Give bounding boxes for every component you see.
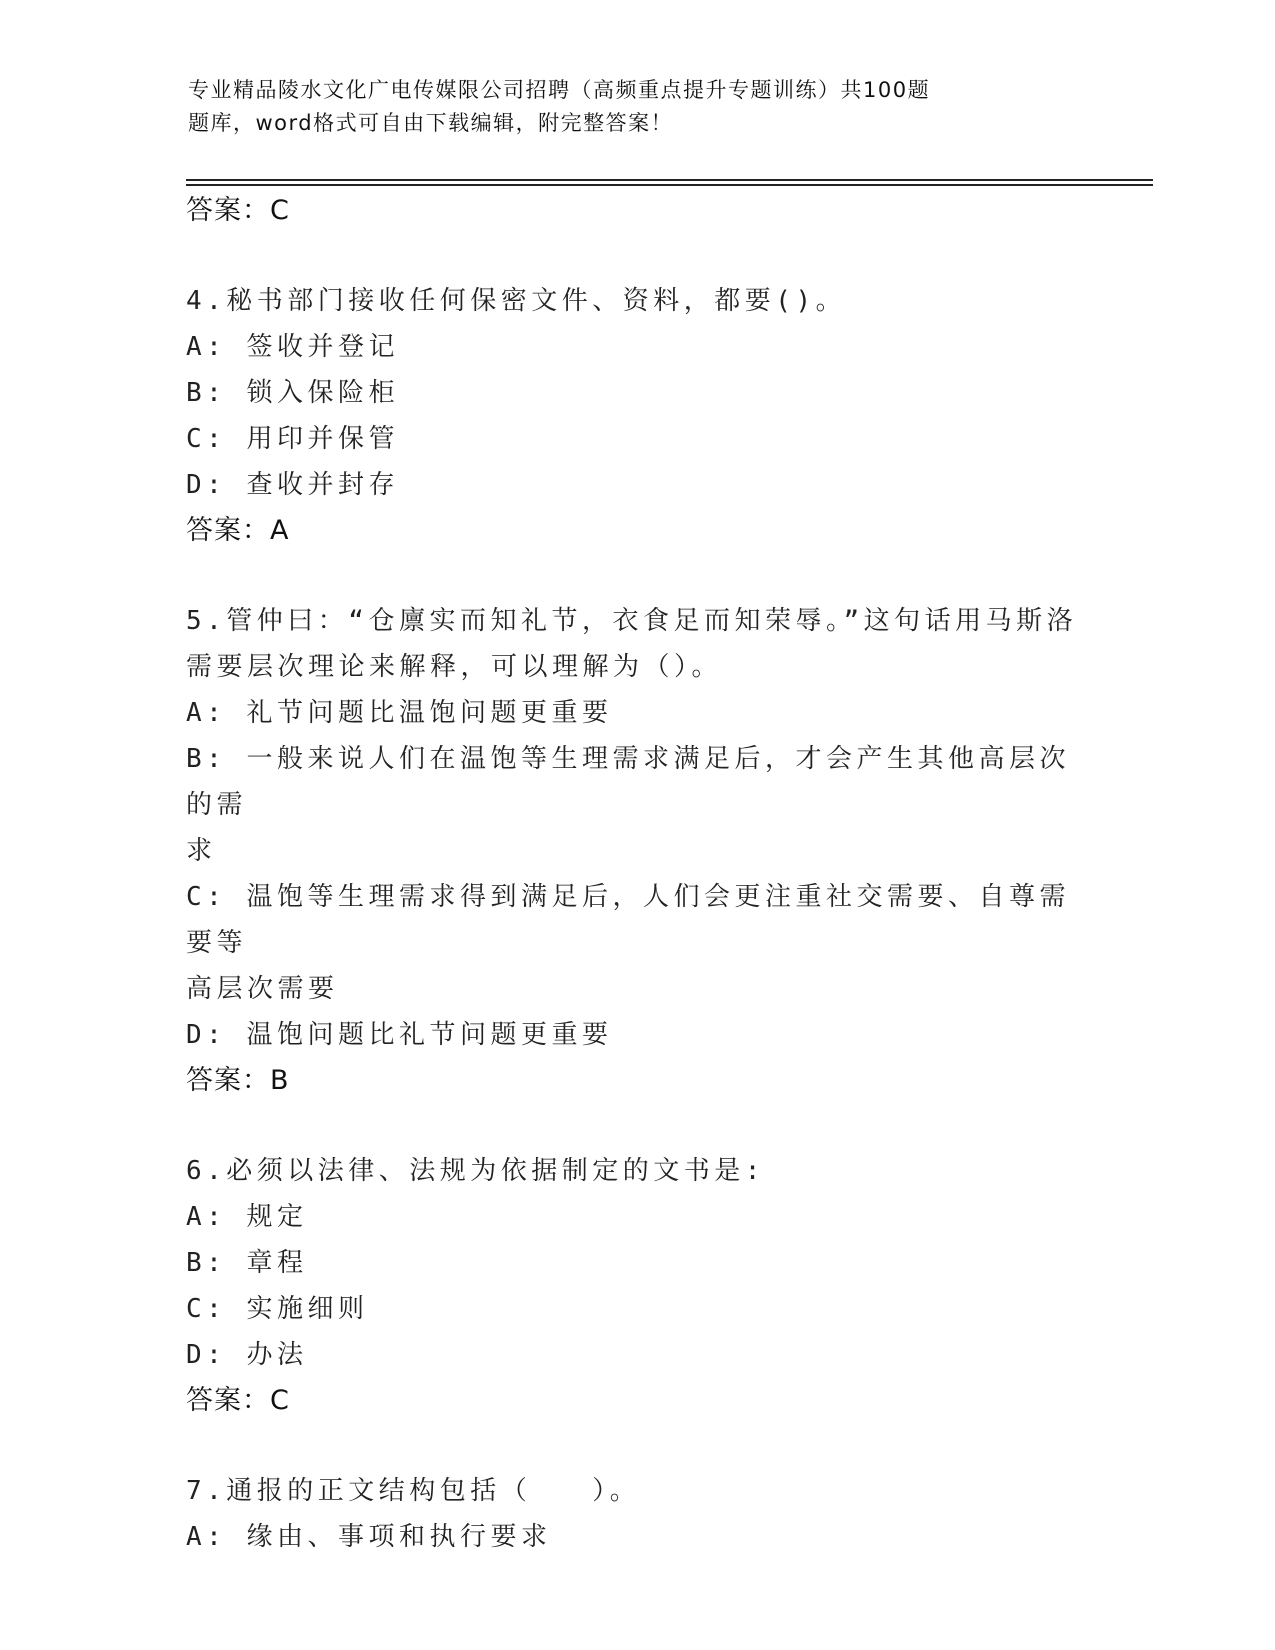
question-4-option-c: C: 用印并保管	[186, 424, 399, 454]
question-6-option-a: A: 规定	[186, 1202, 308, 1232]
question-4	[186, 278, 1086, 554]
header-rule-top	[186, 179, 1153, 181]
question-5-option-b-line-1: B: 一般来说人们在温饱等生理需求满足后，才会产生其他高层次的需	[186, 744, 1070, 820]
document-header	[188, 74, 1028, 140]
question-7	[186, 1468, 1086, 1560]
question-4-text: 4.秘书部门接收任何保密文件、资料，都要()。	[186, 286, 847, 316]
question-5-option-c-line-2: 高层次需要	[186, 974, 339, 1004]
question-4-answer: 答案：A	[186, 515, 290, 546]
question-4-option-d: D: 查收并封存	[186, 470, 399, 500]
spacer	[186, 234, 1086, 278]
question-5	[186, 598, 1086, 1104]
question-list	[186, 188, 1086, 1560]
header-line-2: 题库，word格式可自由下载编辑，附完整答案！	[188, 111, 674, 135]
spacer	[186, 1424, 1086, 1468]
previous-answer: 答案：C	[186, 195, 290, 226]
question-5-answer: 答案：B	[186, 1065, 290, 1096]
question-4-option-b: B: 锁入保险柜	[186, 378, 399, 408]
header-line-1: 专业精品陵水文化广电传媒限公司招聘（高频重点提升专题训练）共100题	[188, 78, 931, 102]
question-5-text-line-2: 需要层次理论来解释，可以理解为（）。	[186, 652, 723, 682]
question-5-option-b-line-2: 求	[186, 836, 217, 866]
spacer	[186, 1104, 1086, 1148]
question-5-option-a: A: 礼节问题比温饱问题更重要	[186, 698, 613, 728]
question-6-answer: 答案：C	[186, 1385, 290, 1416]
question-5-option-c-line-1: C: 温饱等生理需求得到满足后，人们会更注重社交需要、自尊需要等	[186, 882, 1070, 958]
header-rule-bottom	[186, 184, 1153, 186]
question-6-text: 6.必须以法律、法规为依据制定的文书是:	[186, 1156, 765, 1186]
question-5-text-line-1: 5.管仲曰：“仓廪实而知礼节，衣食足而知荣辱。”这句话用马斯洛	[186, 606, 1078, 636]
question-6-option-c: C: 实施细则	[186, 1294, 369, 1324]
question-7-text: 7.通报的正文结构包括（ ）。	[186, 1476, 641, 1506]
question-4-option-a: A: 签收并登记	[186, 332, 399, 362]
question-6-option-d: D: 办法	[186, 1340, 308, 1370]
question-6	[186, 1148, 1086, 1424]
question-7-option-a: A: 缘由、事项和执行要求	[186, 1522, 552, 1552]
question-5-option-d: D: 温饱问题比礼节问题更重要	[186, 1020, 613, 1050]
spacer	[186, 554, 1086, 598]
question-6-option-b: B: 章程	[186, 1248, 308, 1278]
